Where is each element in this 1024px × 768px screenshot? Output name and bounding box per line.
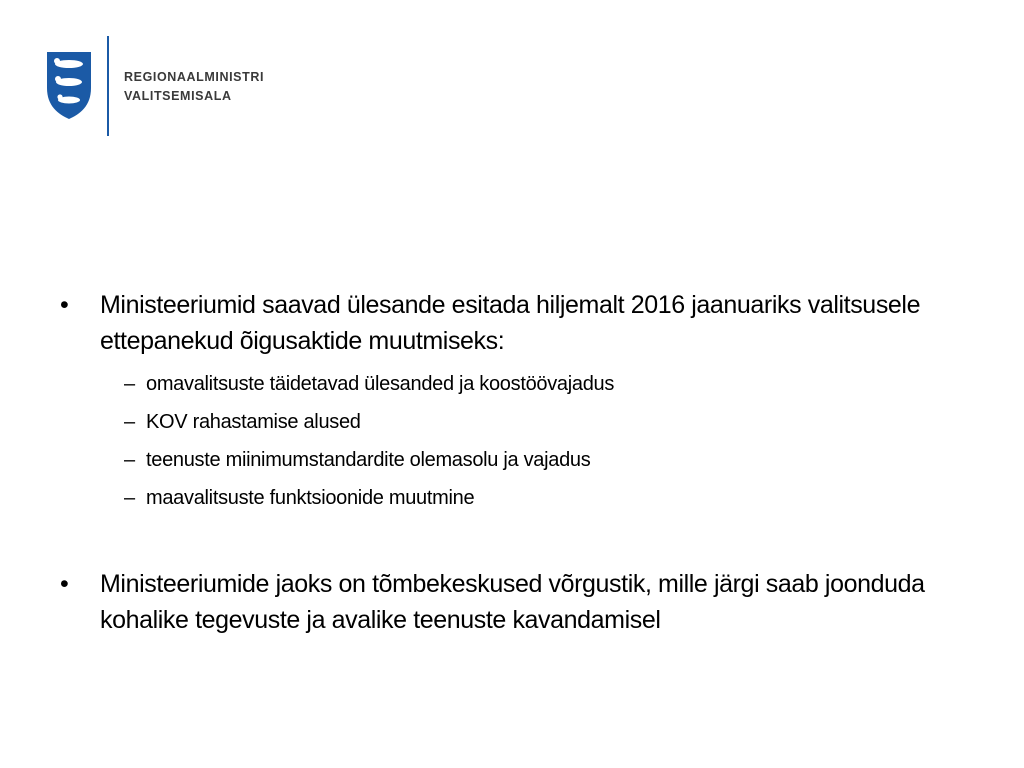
sub-item xyxy=(60,447,980,473)
estonia-coat-of-arms-icon xyxy=(44,50,94,120)
bullet-item xyxy=(60,287,980,359)
sub-item xyxy=(60,409,980,435)
dash-icon: – xyxy=(124,449,135,471)
dash-icon: – xyxy=(124,487,135,509)
sub-item-text: omavalitsuste täidetavad ülesanded ja koostöövajadus xyxy=(146,373,615,395)
ministry-logo xyxy=(40,36,290,136)
dash-icon: – xyxy=(124,373,135,395)
logo-divider xyxy=(107,36,109,136)
bullet-icon: • xyxy=(60,570,69,598)
org-line-2: VALITSEMISALA xyxy=(124,89,232,103)
sub-item xyxy=(60,485,980,511)
bullet-text: Ministeeriumid saavad ülesande esitada hiljemalt 2016 jaanuariks valitsusele ettepanekud õigusaktide muutmiseks: xyxy=(100,291,921,355)
dash-icon: – xyxy=(124,411,135,433)
bullet-item xyxy=(60,566,980,638)
bullet-text: Ministeeriumide jaoks on tõmbekeskused võrgustik, mille järgi saab joonduda kohalike tegevuste ja avalike teenuste kavandamisel xyxy=(100,570,925,634)
organization-name xyxy=(124,68,264,106)
sub-item-text: maavalitsuste funktsioonide muutmine xyxy=(146,487,475,509)
sub-item-text: teenuste miinimumstandardite olemasolu ja vajadus xyxy=(146,449,591,471)
org-line-1: REGIONAALMINISTRI xyxy=(124,70,265,84)
bullet-icon: • xyxy=(60,291,69,319)
sub-item xyxy=(60,371,980,397)
slide-content xyxy=(60,287,980,638)
sub-item-text: KOV rahastamise alused xyxy=(146,411,361,433)
